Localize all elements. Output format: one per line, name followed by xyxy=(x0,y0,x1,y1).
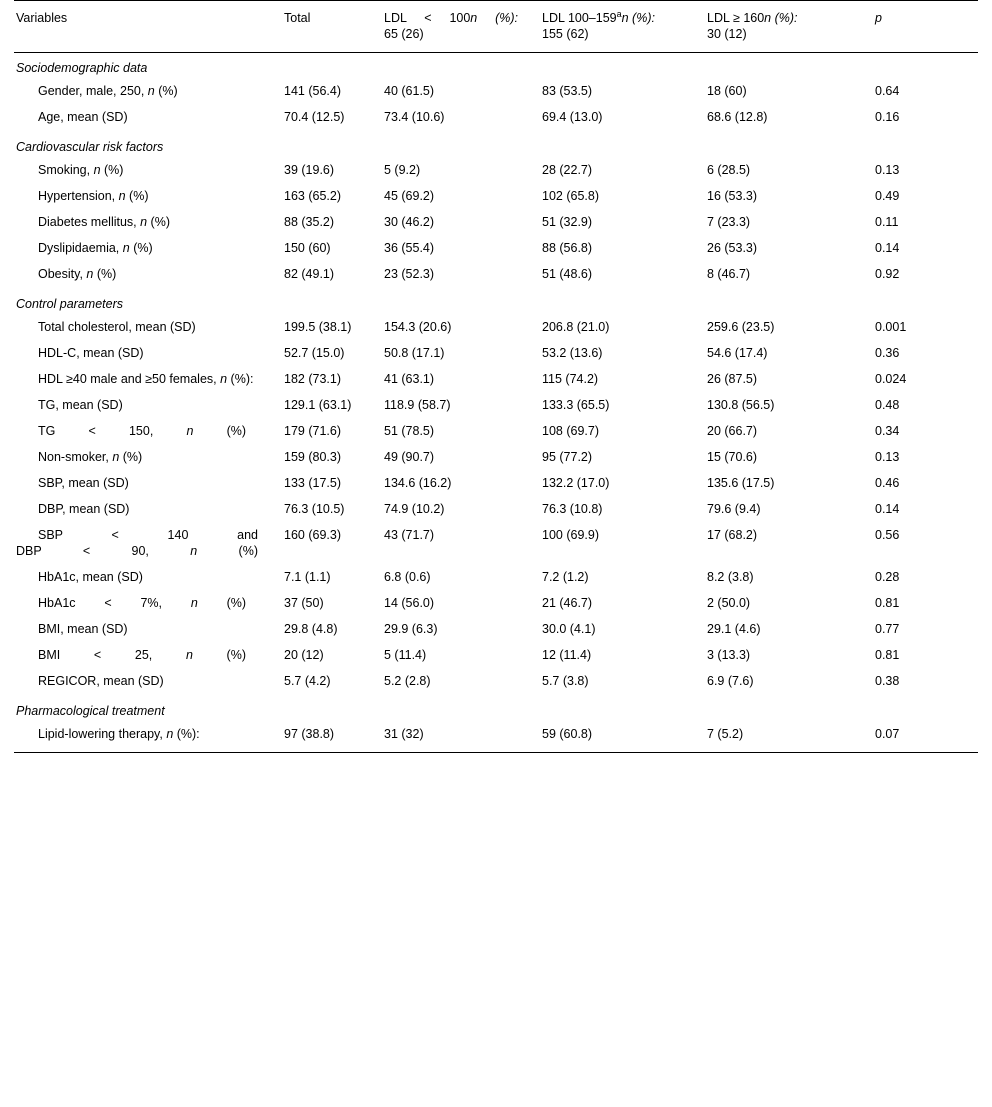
table-row xyxy=(14,496,978,522)
table-row xyxy=(14,392,978,418)
row-label: Dyslipidaemia, n (%) xyxy=(38,241,153,255)
cell-p: 0.81 xyxy=(875,596,900,610)
cell-p: 0.13 xyxy=(875,163,900,177)
cell-p: 0.77 xyxy=(875,622,900,636)
row-label: Gender, male, 250, n (%) xyxy=(38,84,178,98)
section-title: Control parameters xyxy=(16,297,123,311)
cell-ldl-ge160: 130.8 (56.5) xyxy=(707,398,775,412)
table-row xyxy=(14,522,978,564)
table-head xyxy=(14,1,978,53)
section-header-row xyxy=(14,287,978,314)
cell-ldl-ge160: 79.6 (9.4) xyxy=(707,502,761,516)
cell-total: 163 (65.2) xyxy=(284,189,341,203)
row-label: Age, mean (SD) xyxy=(38,110,128,124)
cell-ldl-ge160: 17 (68.2) xyxy=(707,528,758,542)
cell-total: 160 (69.3) xyxy=(284,528,341,542)
cell-p: 0.38 xyxy=(875,674,900,688)
row-label: TG, mean (SD) xyxy=(38,398,123,412)
table-row xyxy=(14,470,978,496)
cell-ldl-lt100: 74.9 (10.2) xyxy=(384,502,445,516)
cell-ldl-100-159: 100 (69.9) xyxy=(542,528,599,542)
cell-ldl-ge160: 2 (50.0) xyxy=(707,596,751,610)
col-header-ldl-lt100-count: 65 (26) xyxy=(384,27,424,41)
table-row xyxy=(14,183,978,209)
row-label: SBP, mean (SD) xyxy=(38,476,129,490)
cell-total: 39 (19.6) xyxy=(284,163,335,177)
cell-total: 76.3 (10.5) xyxy=(284,502,345,516)
table-row xyxy=(14,209,978,235)
row-label: DBP, mean (SD) xyxy=(38,502,130,516)
row-label: HbA1c < 7%, n (%) xyxy=(38,596,247,610)
cell-ldl-100-159: 108 (69.7) xyxy=(542,424,599,438)
cell-ldl-ge160: 7 (23.3) xyxy=(707,215,751,229)
cell-ldl-lt100: 41 (63.1) xyxy=(384,372,435,386)
cell-ldl-lt100: 5.2 (2.8) xyxy=(384,674,431,688)
table-row xyxy=(14,564,978,590)
section-header-row xyxy=(14,53,978,79)
row-label: BMI, mean (SD) xyxy=(38,622,128,636)
cell-p: 0.49 xyxy=(875,189,900,203)
cell-ldl-lt100: 14 (56.0) xyxy=(384,596,435,610)
row-label: Hypertension, n (%) xyxy=(38,189,149,203)
cell-p: 0.28 xyxy=(875,570,900,584)
table-row xyxy=(14,340,978,366)
cell-ldl-lt100: 154.3 (20.6) xyxy=(384,320,452,334)
cell-ldl-ge160: 68.6 (12.8) xyxy=(707,110,768,124)
col-header-ldl-lt100-text: LDL < 100n (%): xyxy=(384,11,518,25)
col-header-ldl-100-159: LDL 100–159$^a$n (%): 155 (62) xyxy=(540,1,705,53)
cell-ldl-100-159: 206.8 (21.0) xyxy=(542,320,610,334)
col-header-variables: Variables xyxy=(14,1,282,53)
cell-ldl-100-159: 30.0 (4.1) xyxy=(542,622,596,636)
row-label: SBP < 140 and DBP < 90, n (%) xyxy=(16,528,258,558)
cell-p: 0.46 xyxy=(875,476,900,490)
section-header-row xyxy=(14,130,978,157)
cell-ldl-lt100: 43 (71.7) xyxy=(384,528,435,542)
cell-p: 0.34 xyxy=(875,424,900,438)
cell-p: 0.92 xyxy=(875,267,900,281)
table-row xyxy=(14,104,978,130)
cell-ldl-ge160: 16 (53.3) xyxy=(707,189,758,203)
row-label: HDL-C, mean (SD) xyxy=(38,346,144,360)
cell-total: 159 (80.3) xyxy=(284,450,341,464)
table-row xyxy=(14,78,978,104)
cell-total: 129.1 (63.1) xyxy=(284,398,352,412)
col-header-p: p xyxy=(873,1,978,53)
table-row xyxy=(14,668,978,694)
cell-ldl-100-159: 59 (60.8) xyxy=(540,721,705,753)
cell-p: 0.48 xyxy=(875,398,900,412)
cell-ldl-lt100: 30 (46.2) xyxy=(384,215,435,229)
cell-ldl-lt100: 45 (69.2) xyxy=(384,189,435,203)
cell-total: 7.1 (1.1) xyxy=(284,570,331,584)
cell-total: 5.7 (4.2) xyxy=(284,674,331,688)
cell-ldl-lt100: 118.9 (58.7) xyxy=(384,398,451,412)
bottom-spacer xyxy=(14,753,978,761)
cell-ldl-lt100: 49 (90.7) xyxy=(384,450,435,464)
cell-total: 141 (56.4) xyxy=(284,84,341,98)
cell-ldl-ge160: 8.2 (3.8) xyxy=(707,570,754,584)
cell-ldl-lt100: 73.4 (10.6) xyxy=(384,110,445,124)
section-title: Pharmacological treatment xyxy=(16,704,165,718)
cell-ldl-lt100: 31 (32) xyxy=(382,721,540,753)
cell-ldl-100-159: 76.3 (10.8) xyxy=(542,502,603,516)
row-label: HDL ≥40 male and ≥50 females, n (%): xyxy=(38,372,254,386)
cell-ldl-ge160: 15 (70.6) xyxy=(707,450,758,464)
row-label: Smoking, n (%) xyxy=(38,163,124,177)
cell-p: 0.11 xyxy=(875,215,899,229)
cell-ldl-lt100: 40 (61.5) xyxy=(384,84,435,98)
table-body xyxy=(14,53,978,753)
cell-total: 97 (38.8) xyxy=(282,721,382,753)
cell-ldl-ge160: 135.6 (17.5) xyxy=(707,476,775,490)
cell-p: 0.56 xyxy=(875,528,900,542)
cell-total: 150 (60) xyxy=(284,241,331,255)
cell-ldl-ge160: 6.9 (7.6) xyxy=(707,674,754,688)
cell-ldl-lt100: 36 (55.4) xyxy=(384,241,435,255)
table-row xyxy=(14,157,978,183)
cell-total: 82 (49.1) xyxy=(284,267,335,281)
row-label: Non-smoker, n (%) xyxy=(38,450,143,464)
row-label: Total cholesterol, mean (SD) xyxy=(38,320,196,334)
cell-ldl-ge160: 259.6 (23.5) xyxy=(707,320,775,334)
section-title: Cardiovascular risk factors xyxy=(16,140,164,154)
cell-ldl-100-159: 7.2 (1.2) xyxy=(542,570,589,584)
cell-total: 37 (50) xyxy=(284,596,324,610)
cell-p: 0.024 xyxy=(875,372,907,386)
row-label: TG < 150, n (%) xyxy=(38,424,247,438)
cell-p: 0.14 xyxy=(875,502,900,516)
section-header-row xyxy=(14,694,978,721)
table-row xyxy=(14,314,978,340)
cell-p: 0.13 xyxy=(875,450,900,464)
cell-ldl-100-159: 51 (32.9) xyxy=(542,215,593,229)
table-row xyxy=(14,418,978,444)
cell-ldl-ge160: 54.6 (17.4) xyxy=(707,346,768,360)
cell-ldl-ge160: 20 (66.7) xyxy=(707,424,758,438)
cell-ldl-100-159: 133.3 (65.5) xyxy=(542,398,610,412)
cell-p: 0.16 xyxy=(875,110,900,124)
cell-p: 0.81 xyxy=(875,648,900,662)
col-header-ldl-100-159-count: 155 (62) xyxy=(542,27,589,41)
col-header-total: Total xyxy=(282,1,382,53)
cell-total: 179 (71.6) xyxy=(284,424,341,438)
row-label: Diabetes mellitus, n (%) xyxy=(38,215,170,229)
cell-ldl-ge160: 29.1 (4.6) xyxy=(707,622,761,636)
cell-ldl-100-159: 83 (53.5) xyxy=(542,84,593,98)
cell-p: 0.001 xyxy=(875,320,907,334)
cell-total: 70.4 (12.5) xyxy=(284,110,345,124)
cell-ldl-lt100: 51 (78.5) xyxy=(384,424,435,438)
cell-ldl-lt100: 29.9 (6.3) xyxy=(384,622,438,636)
cell-p: 0.36 xyxy=(875,346,900,360)
row-label: HbA1c, mean (SD) xyxy=(38,570,143,584)
cell-ldl-ge160: 6 (28.5) xyxy=(707,163,751,177)
table-row xyxy=(14,642,978,668)
section-title: Sociodemographic data xyxy=(16,61,148,75)
cell-ldl-ge160: 26 (87.5) xyxy=(707,372,758,386)
cell-ldl-ge160: 18 (60) xyxy=(707,84,747,98)
cell-ldl-100-159: 88 (56.8) xyxy=(542,241,593,255)
cell-total: 20 (12) xyxy=(284,648,324,662)
cell-ldl-lt100: 6.8 (0.6) xyxy=(384,570,431,584)
cell-total: 88 (35.2) xyxy=(284,215,335,229)
cell-ldl-100-159: 69.4 (13.0) xyxy=(542,110,603,124)
cell-ldl-ge160: 8 (46.7) xyxy=(707,267,751,281)
cell-ldl-ge160: 3 (13.3) xyxy=(707,648,751,662)
cell-ldl-ge160: 26 (53.3) xyxy=(707,241,758,255)
cell-ldl-100-159: 95 (77.2) xyxy=(542,450,593,464)
table-row xyxy=(14,235,978,261)
cell-ldl-lt100: 5 (9.2) xyxy=(384,163,421,177)
cell-ldl-100-159: 21 (46.7) xyxy=(542,596,593,610)
cell-ldl-100-159: 102 (65.8) xyxy=(542,189,599,203)
cell-ldl-100-159: 12 (11.4) xyxy=(542,648,592,662)
table-row xyxy=(14,616,978,642)
row-label: Obesity, n (%) xyxy=(38,267,117,281)
cell-total: 182 (73.1) xyxy=(284,372,341,386)
cell-p: 0.64 xyxy=(875,84,900,98)
row-label: REGICOR, mean (SD) xyxy=(38,674,164,688)
table-row xyxy=(14,590,978,616)
cell-p: 0.14 xyxy=(875,241,900,255)
col-header-ldl-lt100 xyxy=(382,1,540,53)
cell-ldl-100-159: 132.2 (17.0) xyxy=(542,476,610,490)
cell-ldl-100-159: 51 (48.6) xyxy=(542,267,593,281)
cell-total: 199.5 (38.1) xyxy=(284,320,352,334)
cell-ldl-lt100: 5 (11.4) xyxy=(384,648,427,662)
results-table xyxy=(14,0,978,753)
cell-ldl-100-159: 28 (22.7) xyxy=(542,163,593,177)
table-row xyxy=(14,721,978,753)
row-label: BMI < 25, n (%) xyxy=(38,648,246,662)
cell-total: 29.8 (4.8) xyxy=(284,622,338,636)
cell-ldl-100-159: 5.7 (3.8) xyxy=(542,674,589,688)
row-label: Lipid-lowering therapy, n (%): xyxy=(14,721,282,753)
table-row xyxy=(14,366,978,392)
col-header-ldl-ge160-count: 30 (12) xyxy=(707,27,747,41)
cell-ldl-100-159: 53.2 (13.6) xyxy=(542,346,603,360)
cell-total: 133 (17.5) xyxy=(284,476,341,490)
table-row xyxy=(14,444,978,470)
col-header-ldl-ge160: LDL ≥ 160n (%): 30 (12) xyxy=(705,1,873,53)
table-row xyxy=(14,261,978,287)
cell-ldl-lt100: 50.8 (17.1) xyxy=(384,346,445,360)
cell-ldl-lt100: 134.6 (16.2) xyxy=(384,476,452,490)
header-row xyxy=(14,1,978,53)
cell-ldl-100-159: 115 (74.2) xyxy=(542,372,599,386)
cell-total: 52.7 (15.0) xyxy=(284,346,345,360)
cell-ldl-ge160: 7 (5.2) xyxy=(705,721,873,753)
cell-p: 0.07 xyxy=(873,721,978,753)
cell-ldl-lt100: 23 (52.3) xyxy=(384,267,435,281)
